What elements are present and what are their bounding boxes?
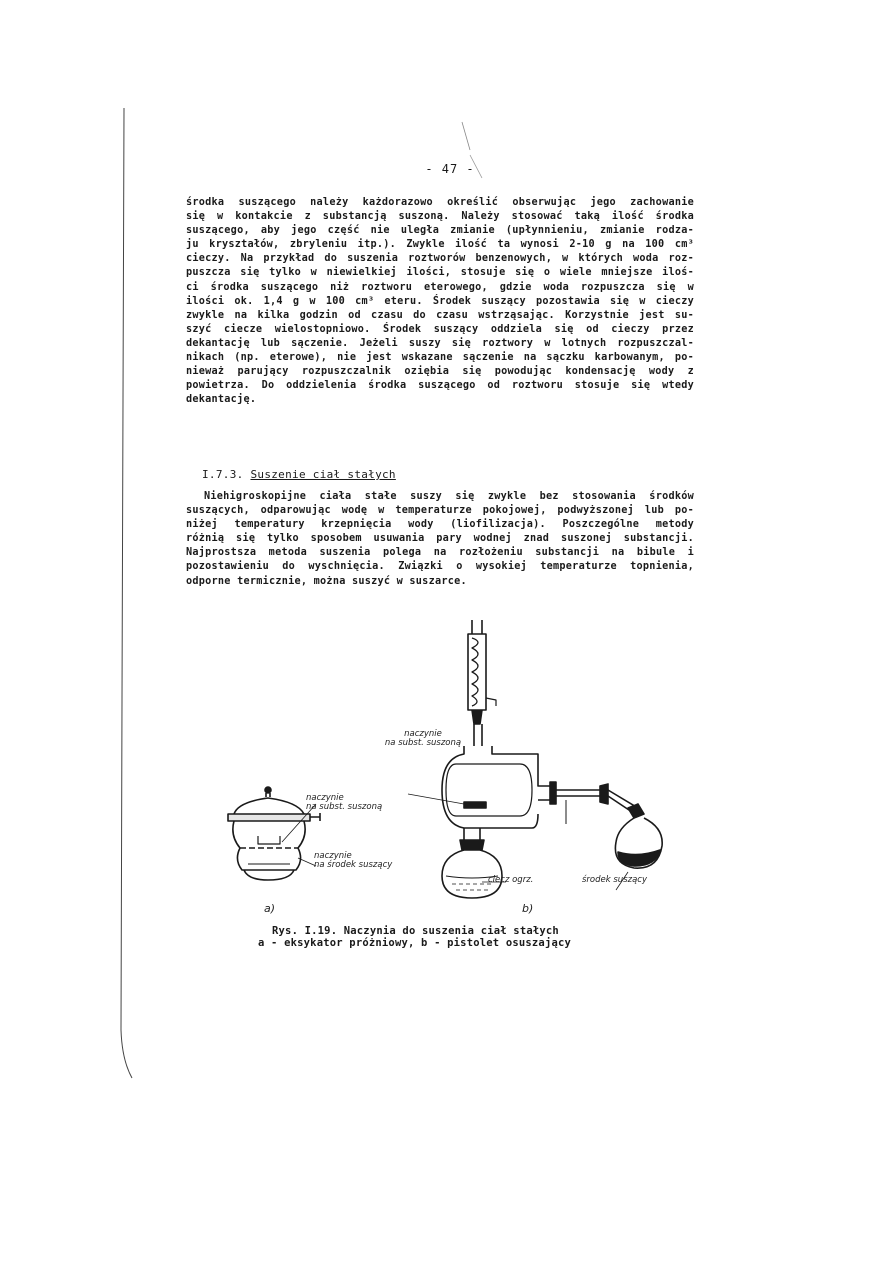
label-a-substance-vessel (306, 794, 382, 812)
text-line: dekantację. (186, 394, 257, 406)
text-line: puszcza się tylko w niewielkiej ilości, stosuje się o wiele mniejsze iloś- (186, 267, 694, 279)
page-number: - 47 - (425, 162, 475, 176)
caption-line: Rys. I.19. Naczynia do suszenia ciał stałych (272, 925, 559, 937)
text-line: ci środka suszącego niż roztworu eterowego, gdzie woda rozpuszcza się w (186, 281, 694, 293)
text-line: ilości ok. 1,4 g w 100 cm³ eteru. Środek suszący pozostawia się w cieczy (186, 295, 694, 307)
label-line: naczynie (314, 851, 352, 861)
text-line: suszącego, aby jego część nie uległa zmianie (upłynnieniu, zmianie rodza- (186, 225, 694, 237)
text-line: się w kontakcie z substancją suszoną. Należy stosować taką ilość środka (186, 211, 694, 223)
label-b-desiccant: środek suszący (582, 875, 647, 885)
label-b-heating-liquid: ciecz ogrz. (488, 875, 534, 885)
text-line: dekantację lub sączenie. Jeżeli suszy się roztwory w lotnych rozpuszczal- (186, 337, 694, 349)
text-line: Niehigroskopijne ciała stałe suszy się zwykle bez stosowania środków (204, 491, 694, 502)
figure-caption (258, 925, 598, 949)
section-heading (202, 468, 396, 481)
text-line: ju kryształów, zbryleniu itp.). Zwykle ilość ta wynosi 2-10 g na 100 cm³ (186, 239, 694, 251)
caption-line: a - eksykator próżniowy, b - pistolet osuszający (258, 937, 572, 949)
paragraph-drying-liquids (186, 196, 694, 407)
figure-drying-apparatus (220, 614, 680, 922)
text-line: nieważ parujący rozpuszczalnik oziębia się powodując kondensację wody z (186, 366, 694, 378)
text-line: różnią się tylko sposobem usuwania pary wodnej znad suszonej substancji. (186, 533, 694, 545)
label-a-desiccant-vessel (314, 852, 392, 870)
subfigure-b-label: b) (522, 902, 534, 915)
text-line: niżej temperatury krzepnięcia wody (liofilizacja). Poszczególne metody (186, 519, 694, 531)
text-line: Najprostsza metoda suszenia polega na rozłożeniu substancji na bibule i (186, 547, 694, 559)
subfigure-a-label: a) (264, 902, 276, 915)
text-line: pozostawieniu do wyschnięcia. Związki o wysokiej temperaturze topnienia, (186, 561, 694, 573)
drying-pistol (442, 620, 662, 898)
text-line: nikach (np. eterowe), nie jest wskazane sączenie na sączku karbowanym, po- (186, 352, 694, 364)
label-line: na subst. suszoną (306, 802, 383, 812)
text-line: powietrza. Do oddzielenia środka suszącego od roztworu stosuje się wtedy (186, 380, 694, 392)
section-title: Suszenie ciał stałych (250, 468, 396, 481)
text-line: odporne termicznie, można suszyć w suszarce. (186, 575, 467, 587)
label-b-substance-vessel (368, 730, 478, 748)
text-line: suszących, odparowując wodę w temperaturze pokojowej, podwyższonej lub po- (186, 505, 694, 517)
label-line: na środek suszący (314, 860, 393, 870)
text-line: środka suszącego należy każdorazowo określić obserwując jego zachowanie (186, 197, 694, 208)
text-line: zwykle na kilka godzin od czasu do czasu wstrząsając. Korzystnie jest su- (186, 309, 694, 321)
label-line: na subst. suszoną (384, 738, 462, 748)
label-line: naczynie (306, 793, 344, 803)
text-line: cieczy. Na przykład do suszenia roztworów benzenowych, w których woda roz- (186, 253, 694, 265)
paragraph-drying-solids (186, 490, 694, 589)
label-line: naczynie (404, 729, 442, 739)
text-line: szyć ciecze wielostopniowo. Środek suszący oddziela się od cieczy przez (186, 323, 694, 335)
section-number: I.7.3. (202, 468, 244, 481)
